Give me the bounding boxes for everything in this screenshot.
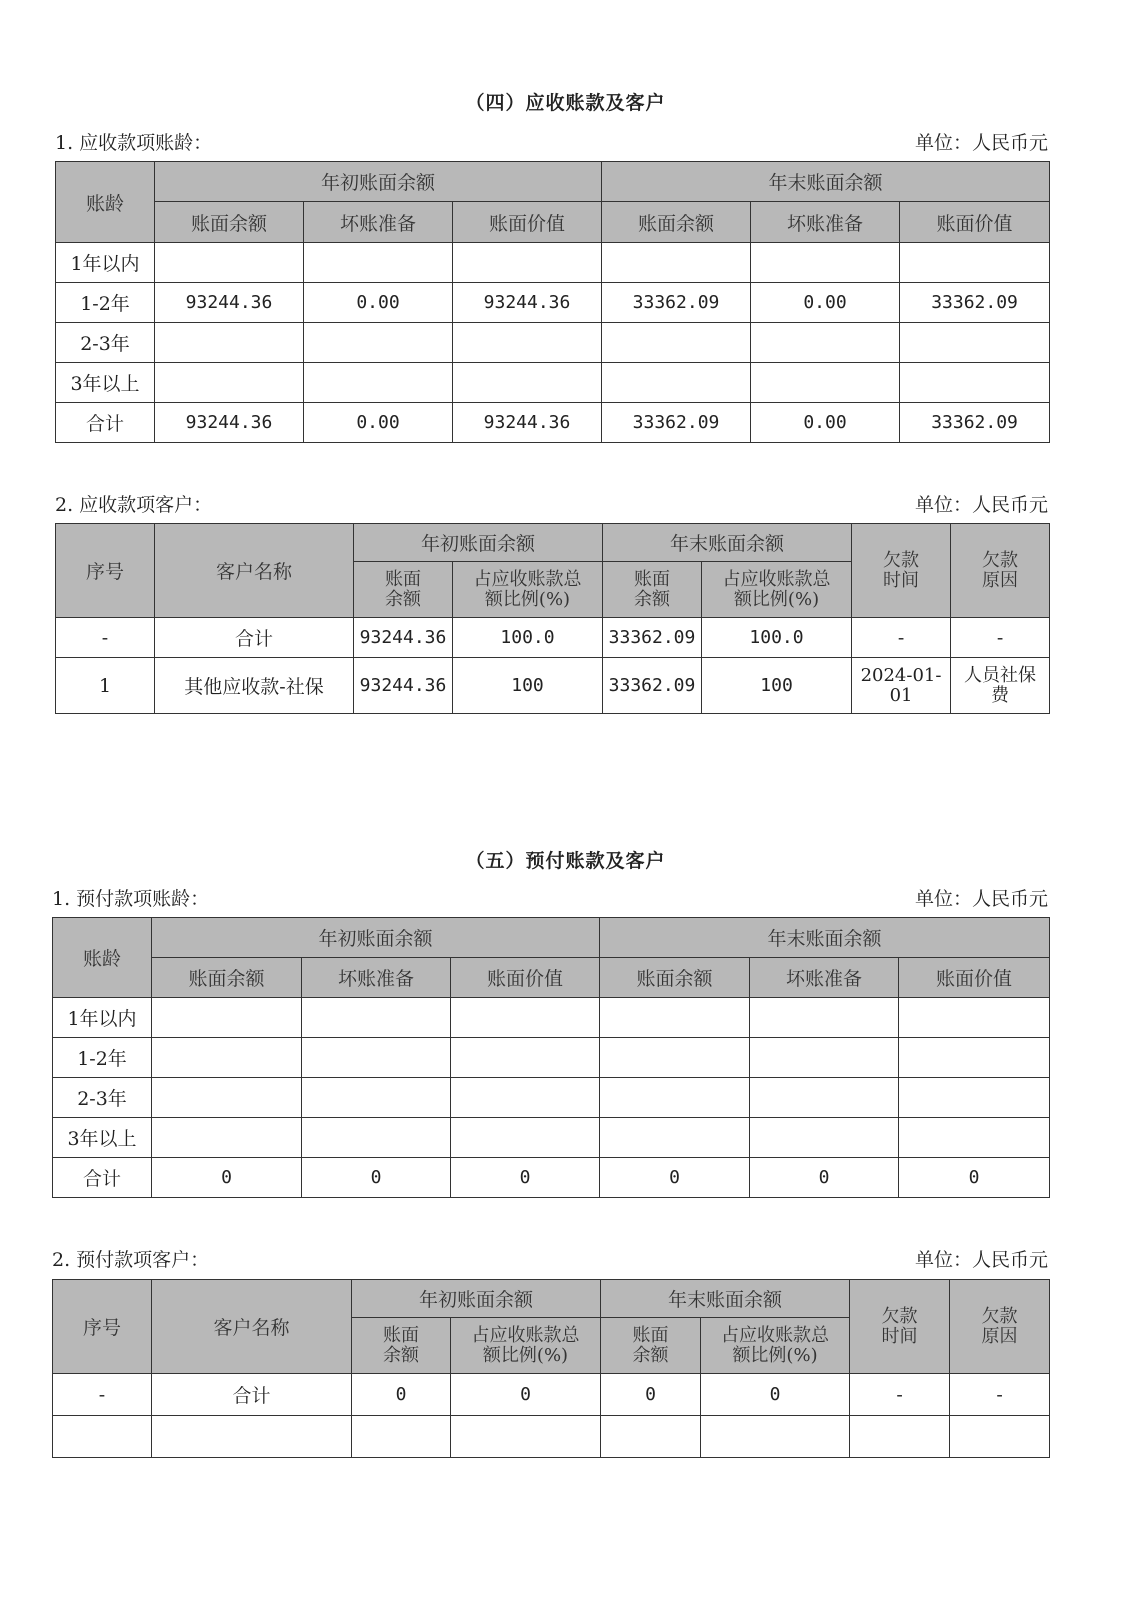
table-row [53,1078,1050,1118]
header-customer-name: 客户名称 [155,524,354,618]
value-cell: 0 [352,1374,451,1416]
header-due-time-line1: 欠款 [881,1305,918,1327]
value-cell [750,1038,899,1078]
header-ratio-line1: 占应收账款总 [471,1324,580,1346]
header-age: 账龄 [56,162,155,243]
value-cell: 100.0 [453,618,603,658]
header-end-balance: 年末账面余额 [602,162,1050,202]
age-cell: 3年以上 [53,1118,152,1158]
value-cell [155,243,304,283]
age-cell: 3年以上 [56,363,155,403]
value-cell [600,1038,750,1078]
due-reason-line2: 费 [991,684,1010,706]
value-cell [899,1118,1050,1158]
header-balance-line1: 账面 [385,568,421,590]
table-row [56,323,1050,363]
value-cell [304,363,453,403]
header-due-time [852,524,951,618]
total-row [56,618,1050,658]
header-due-time-line1: 欠款 [883,549,920,571]
value-cell: 93244.36 [155,283,304,323]
table-row [56,363,1050,403]
due-reason-cell [950,1416,1050,1458]
age-cell: 2-3年 [53,1078,152,1118]
header-end-balance: 年末账面余额 [603,524,852,562]
value-cell [750,1118,899,1158]
header-ratio [701,1318,850,1374]
header-balance-line2: 余额 [383,1344,419,1366]
value-cell: 100 [702,658,852,714]
value-cell: 93244.36 [155,403,304,443]
value-cell [600,998,750,1038]
age-cell: 1年以内 [53,998,152,1038]
value-cell [155,363,304,403]
age-cell: 1-2年 [56,283,155,323]
value-cell [453,363,602,403]
value-cell [751,243,900,283]
value-cell: 100.0 [702,618,852,658]
header-due-time [850,1280,950,1374]
header-due-time-line2: 时间 [883,569,920,591]
due-reason-cell: - [951,618,1050,658]
value-cell [152,998,302,1038]
value-cell [900,323,1050,363]
header-balance-line2: 余额 [632,1344,669,1366]
value-cell [451,998,600,1038]
header-balance: 账面余额 [152,958,302,998]
receivable-customers-table [55,523,1050,714]
age-cell: 2-3年 [56,323,155,363]
header-due-time-line2: 时间 [881,1325,918,1347]
due-time-cell: - [850,1374,950,1416]
header-begin-balance: 年初账面余额 [352,1280,601,1318]
value-cell: 33362.09 [602,403,751,443]
due-reason-cell: - [950,1374,1050,1416]
customer-name-cell: 合计 [152,1374,352,1416]
prepayment-customers-unit: 单位：人民币元 [914,1249,1048,1271]
header-balance-line2: 余额 [634,588,671,610]
value-cell [451,1038,600,1078]
value-cell: 100 [453,658,603,714]
value-cell: 0.00 [751,283,900,323]
due-time-line2: 01 [889,684,913,706]
receivable-aging-subtitle: 1. 应收款项账龄： [55,132,213,154]
header-book-value: 账面价值 [899,958,1050,998]
value-cell [304,323,453,363]
header-begin-balance: 年初账面余额 [152,918,600,958]
due-time-cell [852,658,951,714]
age-cell: 1年以内 [56,243,155,283]
header-ratio [702,562,852,618]
value-cell [600,1078,750,1118]
value-cell [152,1038,302,1078]
receivable-aging-unit: 单位：人民币元 [914,132,1048,154]
customer-name-cell: 合计 [155,618,354,658]
value-cell [602,323,751,363]
value-cell: 0 [701,1374,850,1416]
header-book-value: 账面价值 [451,958,600,998]
no-cell [53,1416,152,1458]
value-cell: 93244.36 [354,618,453,658]
value-cell: 33362.09 [602,283,751,323]
header-due-reason-line1: 欠款 [982,549,1019,571]
age-cell: 1-2年 [53,1038,152,1078]
header-ratio [453,562,603,618]
value-cell [304,243,453,283]
header-ratio-line2: 额比例(%) [733,588,820,610]
header-balance-line2: 余额 [385,588,421,610]
value-cell [899,1078,1050,1118]
value-cell: 0 [451,1158,600,1198]
customer-name-cell: 其他应收款-社保 [155,658,354,714]
header-ratio-line2: 额比例(%) [732,1344,818,1366]
value-cell [302,1078,451,1118]
value-cell: 0.00 [304,283,453,323]
value-cell: 0.00 [304,403,453,443]
table-row [53,1118,1050,1158]
value-cell: 33362.09 [603,658,702,714]
value-cell [750,998,899,1038]
section-4-title: （四）应收账款及客户 [465,92,666,114]
value-cell [352,1416,451,1458]
value-cell: 93244.36 [354,658,453,714]
header-balance [354,562,453,618]
receivable-customers-unit: 单位：人民币元 [914,494,1048,516]
no-cell: - [56,618,155,658]
receivable-customers-subtitle: 2. 应收款项客户： [55,494,213,516]
value-cell [602,243,751,283]
total-row [56,403,1050,443]
value-cell [152,1078,302,1118]
header-ratio [451,1318,601,1374]
header-balance: 账面余额 [155,202,304,243]
prepayment-customers-subtitle: 2. 预付款项客户： [52,1249,210,1271]
header-due-reason-line1: 欠款 [981,1305,1018,1327]
value-cell [750,1078,899,1118]
value-cell [900,243,1050,283]
no-cell: 1 [56,658,155,714]
header-ratio-line1: 占应收账款总 [473,568,582,590]
value-cell: 0 [451,1374,601,1416]
value-cell: 0 [152,1158,302,1198]
header-bad-debt: 坏账准备 [751,202,900,243]
value-cell: 93244.36 [453,403,602,443]
value-cell [451,1416,601,1458]
due-time-line1: 2024-01- [860,664,942,686]
prepayment-aging-subtitle: 1. 预付款项账龄： [52,888,210,910]
value-cell [701,1416,850,1458]
header-book-value: 账面价值 [900,202,1050,243]
header-end-balance: 年末账面余额 [601,1280,850,1318]
table-row [56,283,1050,323]
header-balance: 账面余额 [602,202,751,243]
header-due-reason [950,1280,1050,1374]
table-row [56,658,1050,714]
value-cell: 33362.09 [900,403,1050,443]
value-cell [453,323,602,363]
header-bad-debt: 坏账准备 [750,958,899,998]
prepayment-aging-unit: 单位：人民币元 [914,888,1048,910]
header-bad-debt: 坏账准备 [304,202,453,243]
value-cell [900,363,1050,403]
value-cell [751,363,900,403]
value-cell [899,1038,1050,1078]
receivable-aging-table [55,161,1050,443]
section-5-title: （五）预付账款及客户 [465,850,666,872]
due-time-cell: - [852,618,951,658]
no-cell: - [53,1374,152,1416]
header-ratio-line2: 额比例(%) [484,588,571,610]
header-due-reason [951,524,1050,618]
age-cell: 合计 [53,1158,152,1198]
header-age: 账龄 [53,918,152,998]
value-cell: 0 [302,1158,451,1198]
prepayment-aging-table [52,917,1050,1198]
customer-name-cell [152,1416,352,1458]
value-cell: 0 [750,1158,899,1198]
header-ratio-line1: 占应收账款总 [721,1324,830,1346]
value-cell: 0 [600,1158,750,1198]
header-balance-line1: 账面 [383,1324,419,1346]
value-cell [302,1118,451,1158]
total-row [53,1158,1050,1198]
value-cell: 93244.36 [453,283,602,323]
table-row [56,243,1050,283]
header-customer-name: 客户名称 [152,1280,352,1374]
due-reason-line1: 人员社保 [964,664,1037,686]
value-cell: 33362.09 [900,283,1050,323]
header-book-value: 账面价值 [453,202,602,243]
table-row [53,1038,1050,1078]
value-cell [451,1078,600,1118]
header-due-reason-line2: 原因 [982,569,1019,591]
prepayment-customers-table [52,1279,1050,1458]
table-row [53,998,1050,1038]
value-cell [600,1118,750,1158]
header-balance: 账面余额 [600,958,750,998]
header-balance [352,1318,451,1374]
header-balance [601,1318,701,1374]
value-cell [152,1118,302,1158]
header-begin-balance: 年初账面余额 [354,524,603,562]
value-cell [751,323,900,363]
value-cell: 0 [601,1374,701,1416]
value-cell [302,998,451,1038]
value-cell [601,1416,701,1458]
value-cell [155,323,304,363]
total-row [53,1374,1050,1416]
due-reason-cell [951,658,1050,714]
value-cell [899,998,1050,1038]
header-end-balance: 年末账面余额 [600,918,1050,958]
value-cell [451,1118,600,1158]
header-ratio-line1: 占应收账款总 [722,568,831,590]
value-cell [453,243,602,283]
header-ratio-line2: 额比例(%) [482,1344,569,1366]
header-balance-line1: 账面 [634,568,671,590]
value-cell: 33362.09 [603,618,702,658]
value-cell [602,363,751,403]
header-balance [603,562,702,618]
header-due-reason-line2: 原因 [981,1325,1018,1347]
header-bad-debt: 坏账准备 [302,958,451,998]
value-cell [302,1038,451,1078]
header-begin-balance: 年初账面余额 [155,162,602,202]
value-cell: 0 [899,1158,1050,1198]
header-no: 序号 [56,524,155,618]
table-row [53,1416,1050,1458]
due-time-cell [850,1416,950,1458]
value-cell: 0.00 [751,403,900,443]
header-no: 序号 [53,1280,152,1374]
header-balance-line1: 账面 [632,1324,669,1346]
age-cell: 合计 [56,403,155,443]
